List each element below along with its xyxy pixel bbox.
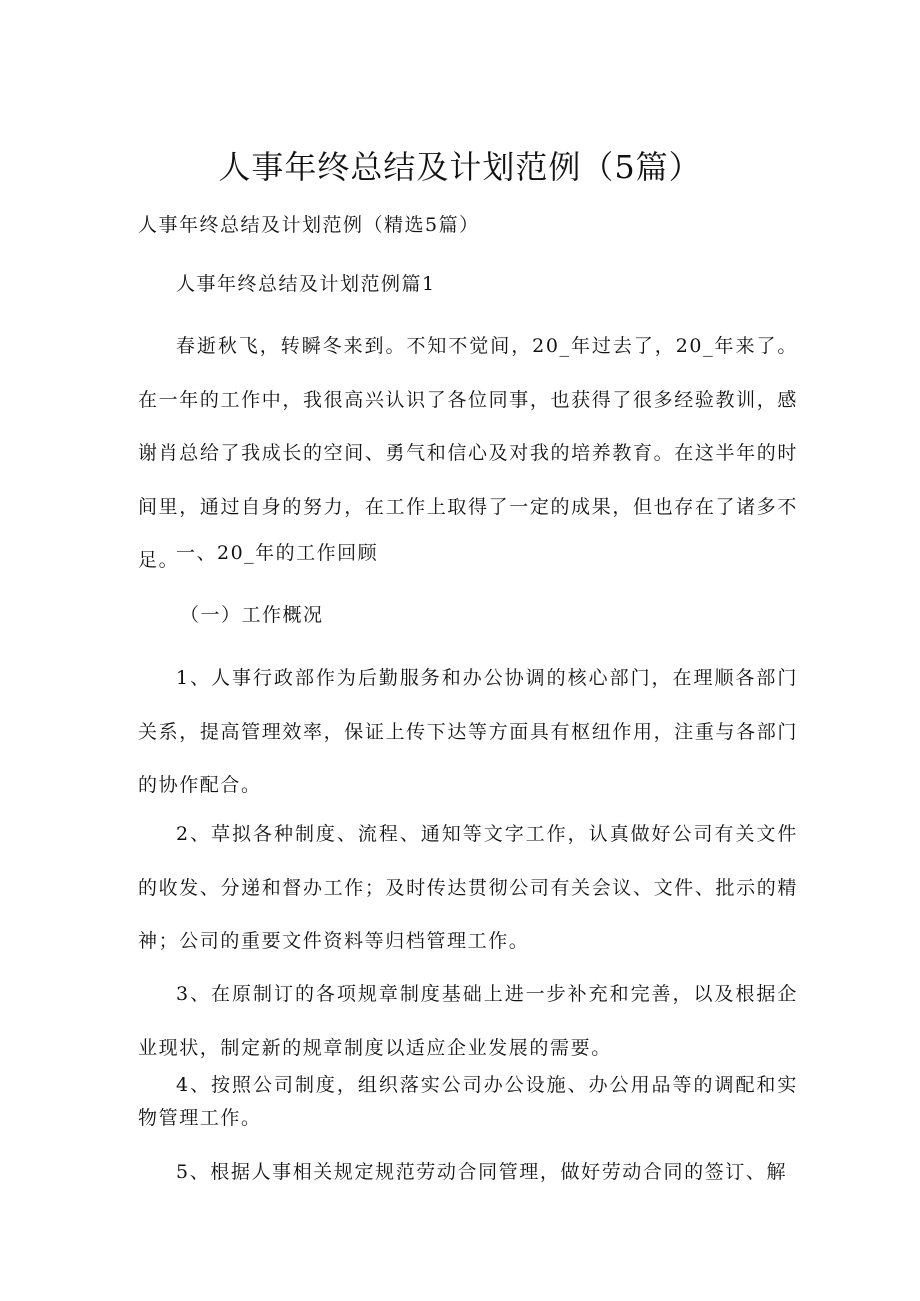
heading-work-overview: （一）工作概况 — [180, 604, 324, 626]
list-item-5: 5、根据人事相关规定规范劳动合同管理，做好劳动合同的签订、解 — [176, 1161, 788, 1183]
intro-paragraph: 春逝秋飞，转瞬冬来到。不知不觉间，20_年过去了，20_年来了。在一年的工作中，我很高兴认识了各位同事，也获得了很多经验教训，感谢肖总给了我成长的空间、勇气和信心及对我的培养教育。在这半年的时间里，通过自身的努力，在工作上取得了一定的成果，但也存在了诸多不足。 — [138, 335, 798, 571]
section-heading: 人事年终总结及计划范例篇1 — [176, 273, 436, 295]
list-item-2: 2、草拟各种制度、流程、通知等文字工作，认真做好公司有关文件的收发、分递和督办工作；及时传达贯彻公司有关会议、文件、批示的精神；公司的重要文件资料等归档管理工作。 — [138, 823, 798, 952]
list-item-4: 4、按照公司制度，组织落实公司办公设施、办公用品等的调配和实物管理工作。 — [138, 1074, 798, 1129]
document-subtitle: 人事年终总结及计划范例（精选5篇） — [138, 214, 480, 236]
document-title: 人事年终总结及计划范例（5篇） — [218, 148, 702, 186]
list-item-1: 1、人事行政部作为后勤服务和办公协调的核心部门，在理顺各部门关系，提高管理效率，保证上传下达等方面具有枢纽作用，注重与各部门的协作配合。 — [138, 667, 798, 796]
list-item-3: 3、在原制订的各项规章制度基础上进一步补充和完善，以及根据企业现状，制定新的规章制度以适应企业发展的需要。 — [138, 983, 798, 1059]
heading-work-review: 一、20_年的工作回顾 — [176, 542, 379, 564]
